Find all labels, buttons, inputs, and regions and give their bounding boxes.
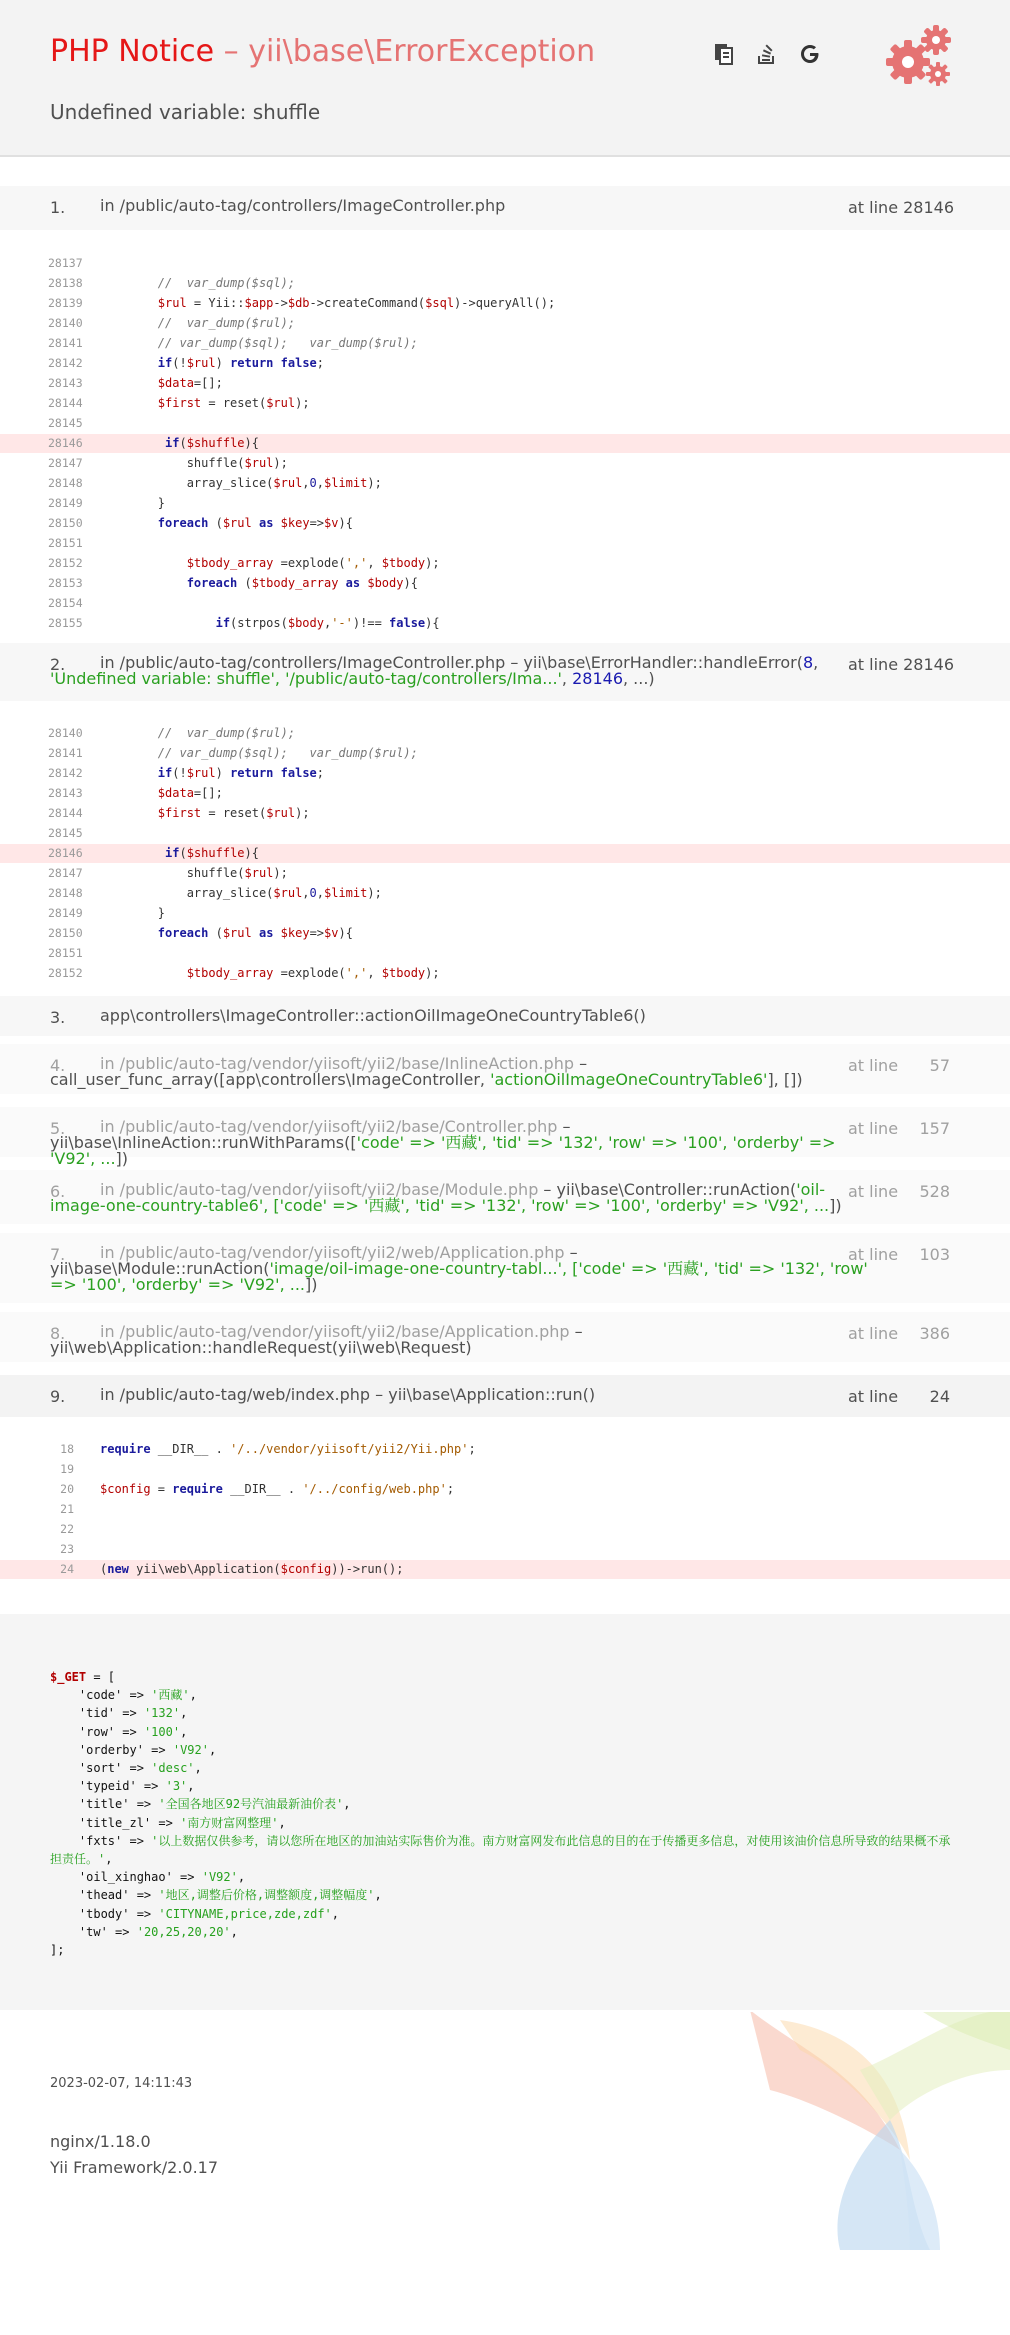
code-line [0, 1560, 1010, 1579]
call-location: in /public/auto-tag/vendor/yiisoft/yii2/base/Application.php – yii\web\Application::handleRequest(yii\web\Request) [50, 1322, 583, 1357]
call-stack-item[interactable] [0, 1375, 1010, 1417]
code-line [0, 1460, 1010, 1479]
code-line [0, 964, 1010, 983]
line-number: 28153 [48, 576, 83, 590]
line-number: 28147 [48, 456, 83, 470]
line-number: 28138 [48, 276, 83, 290]
code-line [0, 554, 1010, 573]
call-index: 8. [50, 1324, 66, 1343]
stack-overflow-icon[interactable] [755, 42, 779, 66]
line-number: 28148 [48, 476, 83, 490]
code-line [0, 454, 1010, 473]
code-text: // var_dump($rul); [157, 726, 296, 740]
code-line [0, 374, 1010, 393]
code-text: } [100, 496, 166, 510]
code-line [0, 744, 1010, 763]
line-number: 20 [60, 1482, 74, 1496]
call-line-number: 103 [919, 1245, 950, 1264]
code-line [0, 414, 1010, 433]
line-number: 21 [60, 1502, 74, 1516]
line-number: 28141 [48, 746, 83, 760]
code-line [0, 314, 1010, 333]
code-text: $first = reset($rul); [157, 806, 310, 820]
code-line [0, 514, 1010, 533]
code-line [0, 474, 1010, 493]
call-line-number: 57 [929, 1056, 950, 1075]
decorative-swirl-icon [740, 2012, 1010, 2250]
line-number: 28146 [48, 846, 83, 860]
line-number: 28150 [48, 516, 83, 530]
call-stack-item[interactable] [0, 186, 1010, 230]
code-line [0, 804, 1010, 823]
code-line [0, 784, 1010, 803]
code-line [0, 924, 1010, 943]
call-location: in /public/auto-tag/vendor/yiisoft/yii2/base/Module.php – yii\base\Controller::runAction('oil-image-one-country-table6', ['code' => '西藏', 'tid' => '132', 'row' => '100', 'orderby' => 'V92', ...]) [50, 1180, 842, 1215]
line-number: 28148 [48, 886, 83, 900]
call-location: in /public/auto-tag/controllers/ImageController.php [100, 196, 506, 215]
call-stack-item[interactable] [0, 1044, 1010, 1094]
line-number: 18 [60, 1442, 74, 1456]
exception-class: yii\base\ErrorException [248, 34, 596, 69]
line-number: 28139 [48, 296, 83, 310]
code-line [0, 274, 1010, 293]
code-text: $data=[]; [157, 376, 223, 390]
code-line [0, 864, 1010, 883]
code-line [0, 354, 1010, 373]
line-number: 28152 [48, 556, 83, 570]
code-line [0, 594, 1010, 613]
code-text: // var_dump($sql); var_dump($rul); [157, 336, 418, 350]
call-location: in /public/auto-tag/vendor/yiisoft/yii2/base/Controller.php – yii\base\InlineAction::runWithParams(['code' => '西藏', 'tid' => '132', 'row' => '100', 'orderby' => 'V92', ...]) [50, 1117, 836, 1168]
code-text: shuffle($rul); [100, 866, 288, 880]
call-stack-item[interactable] [0, 996, 1010, 1036]
code-snippet [0, 1428, 1010, 1578]
call-line-number: 24 [929, 1387, 950, 1406]
code-line [0, 494, 1010, 513]
line-number: 28144 [48, 806, 83, 820]
code-text: $data=[]; [157, 786, 223, 800]
code-line [0, 534, 1010, 553]
server-version: nginx/1.18.0 [50, 2132, 151, 2151]
tool-buttons [712, 42, 836, 70]
code-line [0, 724, 1010, 743]
code-line [0, 574, 1010, 593]
line-number: 28154 [48, 596, 83, 610]
request-dump: $_GET = [ 'code' => '西藏', 'tid' => '132', 'row' => '100', 'orderby' => 'V92', 'sort' => 'desc', 'typeid' => '3', 'title' => '全国各地区92号汽油最新油价表', 'title_zl' => '南方财富网整理', 'fxts' => '以上数据仅供参考，请以您所在地区的加油站实际售价为准。南方财富网发布此信息的目的在于传播更多信息，对使用该油价信息所导致的结果概不承担责任。', 'oil_xinghao' => 'V92', 'thead' => '地区,调整后价格,调整额度,调整幅度', 'tbody' => 'CITYNAME,price,zde,zdf', 'tw' => '20,25,20,20', ]; [50, 1670, 951, 1958]
title-separator: – [214, 34, 249, 69]
line-number: 28149 [48, 496, 83, 510]
call-line-number: 528 [919, 1182, 950, 1201]
call-index: 3. [50, 1008, 66, 1027]
code-text: array_slice($rul,0,$limit); [100, 476, 382, 490]
call-location: in /public/auto-tag/vendor/yiisoft/yii2/web/Application.php – yii\base\Module::runAction('image/oil-image-one-country-tabl...', ['code' => '西藏', 'tid' => '132', 'row' => '100', 'orderby' => 'V92', ...]) [50, 1243, 868, 1294]
line-number: 28150 [48, 926, 83, 940]
google-icon[interactable] [798, 42, 822, 66]
call-line-label: at line [848, 1324, 899, 1343]
call-stack-item[interactable] [0, 1312, 1010, 1362]
code-snippet [0, 712, 1010, 980]
call-line-label: at line [848, 1119, 899, 1138]
line-number: 28152 [48, 966, 83, 980]
code-text: foreach ($rul as $key=>$v){ [157, 926, 353, 940]
line-number: 28146 [48, 436, 83, 450]
call-index: 4. [50, 1056, 66, 1075]
code-text: foreach ($tbody_array as $body){ [186, 576, 418, 590]
line-number: 28141 [48, 336, 83, 350]
call-stack-item[interactable] [0, 1170, 1010, 1224]
error-title [50, 34, 595, 69]
line-number: 28149 [48, 906, 83, 920]
line-number: 28147 [48, 866, 83, 880]
code-text: // var_dump($rul); [157, 316, 296, 330]
call-line-label: at line [848, 1387, 899, 1406]
code-line [0, 254, 1010, 273]
code-text: shuffle($rul); [100, 456, 288, 470]
call-index: 9. [50, 1387, 66, 1406]
code-line [0, 434, 1010, 453]
code-line [0, 904, 1010, 923]
line-number: 28151 [48, 536, 83, 550]
line-number: 28145 [48, 826, 83, 840]
call-line-label: at line [848, 1245, 899, 1264]
call-line: at line 28146 [848, 198, 955, 217]
line-number: 22 [60, 1522, 74, 1536]
line-number: 28143 [48, 376, 83, 390]
code-snippet [0, 242, 1010, 632]
line-number: 28143 [48, 786, 83, 800]
line-number: 28144 [48, 396, 83, 410]
copy-icon[interactable] [712, 42, 736, 66]
code-line [0, 944, 1010, 963]
call-stack-item[interactable] [0, 643, 1010, 701]
footer [0, 2012, 1010, 2335]
error-message: Undefined variable: shuffle [50, 100, 321, 124]
call-line-label: at line [848, 1182, 899, 1201]
code-line [0, 614, 1010, 633]
call-stack-item[interactable] [0, 1233, 1010, 1303]
line-number: 28140 [48, 316, 83, 330]
code-line [0, 844, 1010, 863]
code-line [0, 824, 1010, 843]
code-text: $tbody_array =explode(',', $tbody); [186, 556, 440, 570]
code-line [0, 1500, 1010, 1519]
call-line-number: 157 [919, 1119, 950, 1138]
timestamp: 2023-02-07, 14:11:43 [50, 2076, 193, 2091]
line-number: 24 [60, 1562, 74, 1576]
code-text: // var_dump($sql); var_dump($rul); [157, 746, 418, 760]
call-index: 1. [50, 198, 66, 217]
code-text: $tbody_array =explode(',', $tbody); [186, 966, 440, 980]
code-text: if(strpos($body,'-')!== false){ [215, 616, 440, 630]
code-line [0, 1520, 1010, 1539]
call-line-number: 386 [919, 1324, 950, 1343]
line-number: 28145 [48, 416, 83, 430]
line-number: 28142 [48, 766, 83, 780]
code-line [0, 1480, 1010, 1499]
call-index: 6. [50, 1182, 66, 1201]
gears-logo-icon [880, 22, 960, 92]
code-line [0, 884, 1010, 903]
code-text: array_slice($rul,0,$limit); [100, 886, 382, 900]
line-number: 28142 [48, 356, 83, 370]
call-location: in /public/auto-tag/web/index.php – yii\base\Application::run() [100, 1385, 596, 1404]
line-number: 19 [60, 1462, 74, 1476]
code-text: $first = reset($rul); [157, 396, 310, 410]
code-text: if($shuffle){ [165, 436, 259, 450]
code-text: } [100, 906, 166, 920]
code-text: if($shuffle){ [165, 846, 259, 860]
call-location: in /public/auto-tag/vendor/yiisoft/yii2/base/InlineAction.php – call_user_func_array([app\controllers\ImageController, 'actionOilImageOneCountryTable6'], []) [50, 1054, 803, 1089]
line-number: 23 [60, 1542, 74, 1556]
line-number: 28137 [48, 256, 83, 270]
code-line [0, 1540, 1010, 1559]
request-section [0, 1614, 1010, 2010]
code-line [0, 1440, 1010, 1459]
call-stack-item[interactable] [0, 1107, 1010, 1168]
code-text: if(!$rul) return false; [157, 766, 325, 780]
call-index: 2. [50, 655, 66, 674]
code-text: (new yii\web\Application($config))->run(); [100, 1562, 404, 1576]
code-line [0, 294, 1010, 313]
code-text: require __DIR__ . '/../vendor/yiisoft/yii2/Yii.php'; [100, 1442, 476, 1456]
error-header [0, 0, 1010, 157]
call-line: at line 28146 [848, 655, 955, 674]
code-text: if(!$rul) return false; [157, 356, 325, 370]
error-type: PHP Notice [50, 34, 215, 69]
code-line [0, 764, 1010, 783]
code-text: foreach ($rul as $key=>$v){ [157, 516, 353, 530]
call-location: in /public/auto-tag/controllers/ImageController.php – yii\base\ErrorHandler::handleError(8, 'Undefined variable: shuffle', '/public/auto-tag/controllers/Ima...', 28146, ...) [50, 653, 819, 688]
call-line-label: at line [848, 1056, 899, 1075]
line-number: 28140 [48, 726, 83, 740]
code-text: $config = require __DIR__ . '/../config/web.php'; [100, 1482, 455, 1496]
code-line [0, 334, 1010, 353]
call-index: 7. [50, 1245, 66, 1264]
line-number: 28151 [48, 946, 83, 960]
framework-version: Yii Framework/2.0.17 [50, 2158, 219, 2177]
line-number: 28155 [48, 616, 83, 630]
code-line [0, 394, 1010, 413]
code-text: // var_dump($sql); [157, 276, 296, 290]
call-location: app\controllers\ImageController::actionOilImageOneCountryTable6() [100, 1006, 646, 1025]
code-text: $rul = Yii::$app->$db->createCommand($sql)->queryAll(); [157, 296, 556, 310]
call-index: 5. [50, 1119, 66, 1138]
